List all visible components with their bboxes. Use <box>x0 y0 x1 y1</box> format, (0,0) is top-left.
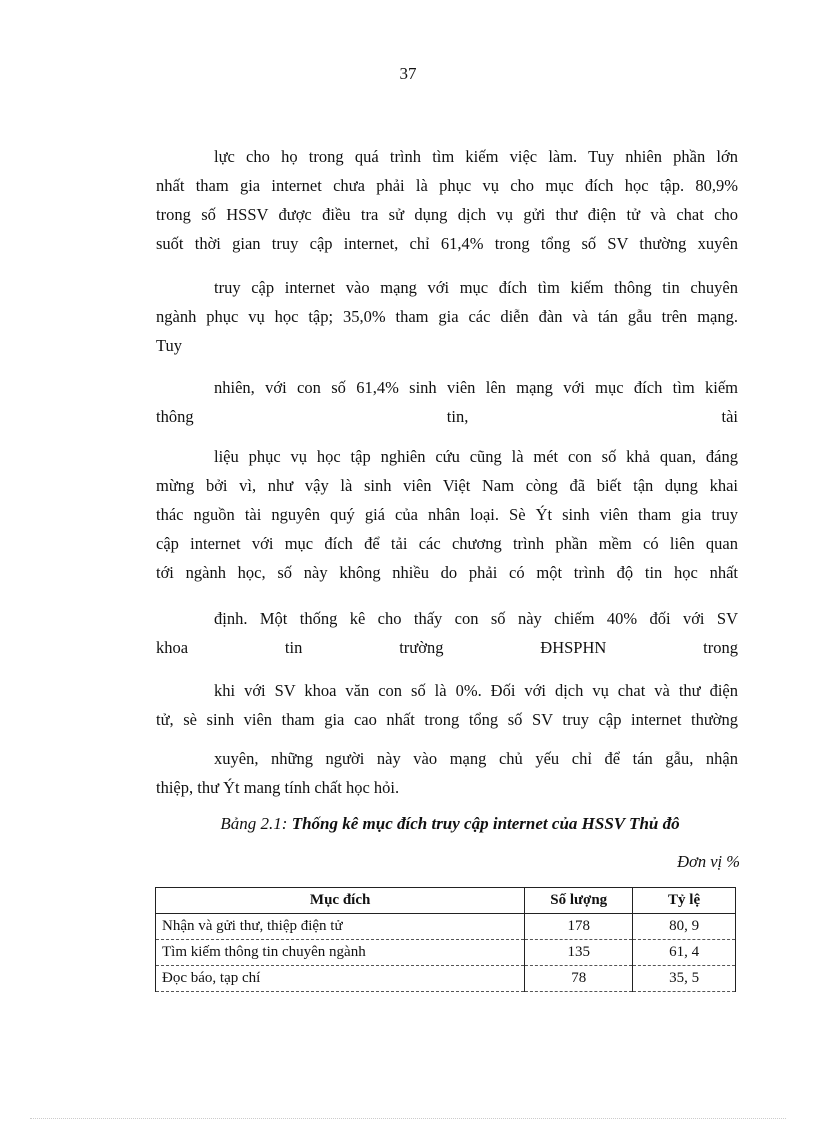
text-line: suốt thời gian truy cập internet, chỉ 61,4% trong tổng số SV thường xuyên <box>156 234 738 253</box>
text-line: tới ngành học, số này không nhiều do phải có một trình độ tin học nhất <box>156 563 738 582</box>
table-header-row <box>156 888 736 914</box>
table-caption <box>0 814 816 834</box>
cell-count: 78 <box>525 966 633 992</box>
cell-ratio: 61, 4 <box>633 940 736 966</box>
text-line: mừng bởi vì, như vậy là sinh viên Việt Nam còng đã biết tận dụng khai <box>156 476 738 495</box>
table-row <box>156 966 736 992</box>
cell-ratio: 35, 5 <box>633 966 736 992</box>
paragraph-4 <box>156 442 738 587</box>
cell-purpose: Nhận và gửi thư, thiệp điện tử <box>156 914 525 940</box>
text-line: tử, sè sinh viên tham gia cao nhất trong tổng số SV truy cập internet thường <box>156 710 738 729</box>
statistics-table <box>155 887 736 992</box>
cell-ratio: 80, 9 <box>633 914 736 940</box>
column-header-count: Số lượng <box>525 888 633 914</box>
paragraph-1 <box>156 142 738 258</box>
text-line: nhất tham gia internet chưa phải là phục vụ cho mục đích học tập. 80,9% <box>156 176 738 195</box>
cell-count: 178 <box>525 914 633 940</box>
caption-prefix: Bảng 2.1: <box>220 814 292 833</box>
caption-title: Thống kê mục đích truy cập internet của HSSV Thủ đô <box>291 814 680 833</box>
text-line: thông tin, tài <box>156 407 738 426</box>
paragraph-7 <box>156 744 738 802</box>
text-line: lực cho họ trong quá trình tìm kiếm việc làm. Tuy nhiên phần lớn <box>214 147 738 166</box>
text-line: xuyên, những người này vào mạng chủ yếu chỉ để tán gẫu, nhận <box>214 749 738 768</box>
text-line: thác nguồn tài nguyên quý giá của nhân loại. Sè Ýt sinh viên tham gia truy <box>156 505 738 524</box>
text-line: truy cập internet vào mạng với mục đích tìm kiếm thông tin chuyên <box>214 278 738 297</box>
cell-purpose: Đọc báo, tạp chí <box>156 966 525 992</box>
text-line: định. Một thống kê cho thấy con số này chiếm 40% đối với SV <box>214 609 738 628</box>
table-row <box>156 940 736 966</box>
unit-label: Đơn vị % <box>677 852 740 871</box>
paragraph-6 <box>156 676 738 734</box>
cell-count: 135 <box>525 940 633 966</box>
column-header-purpose: Mục đích <box>156 888 525 914</box>
cell-purpose: Tìm kiếm thông tin chuyên ngành <box>156 940 525 966</box>
text-line: liệu phục vụ học tập nghiên cứu cũng là mét con số khả quan, đáng <box>214 447 738 466</box>
column-header-ratio: Tỷ lệ <box>633 888 736 914</box>
text-line: Tuy <box>156 336 182 355</box>
text-line: ngành phục vụ học tập; 35,0% tham gia các diễn đàn và tán gẫu trên mạng. <box>156 307 738 326</box>
text-line: nhiên, với con số 61,4% sinh viên lên mạng với mục đích tìm kiếm <box>214 378 738 397</box>
text-line: khoa tin trường ĐHSPHN trong <box>156 638 738 657</box>
paragraph-3 <box>156 373 738 431</box>
text-line: khi với SV khoa văn con số là 0%. Đối với dịch vụ chat và thư điện <box>214 681 738 700</box>
text-line: cập internet với mục đích để tải các chương trình phần mềm có liên quan <box>156 534 738 553</box>
table-row <box>156 914 736 940</box>
paragraph-2 <box>156 273 738 360</box>
text-line: thiệp, thư Ýt mang tính chất học hỏi. <box>156 778 400 797</box>
page-number: 37 <box>399 64 417 83</box>
text-line: trong số HSSV được điều tra sử dụng dịch vụ gửi thư điện tử và chat cho <box>156 205 738 224</box>
page-bottom-divider <box>30 1118 786 1119</box>
paragraph-5 <box>156 604 738 662</box>
